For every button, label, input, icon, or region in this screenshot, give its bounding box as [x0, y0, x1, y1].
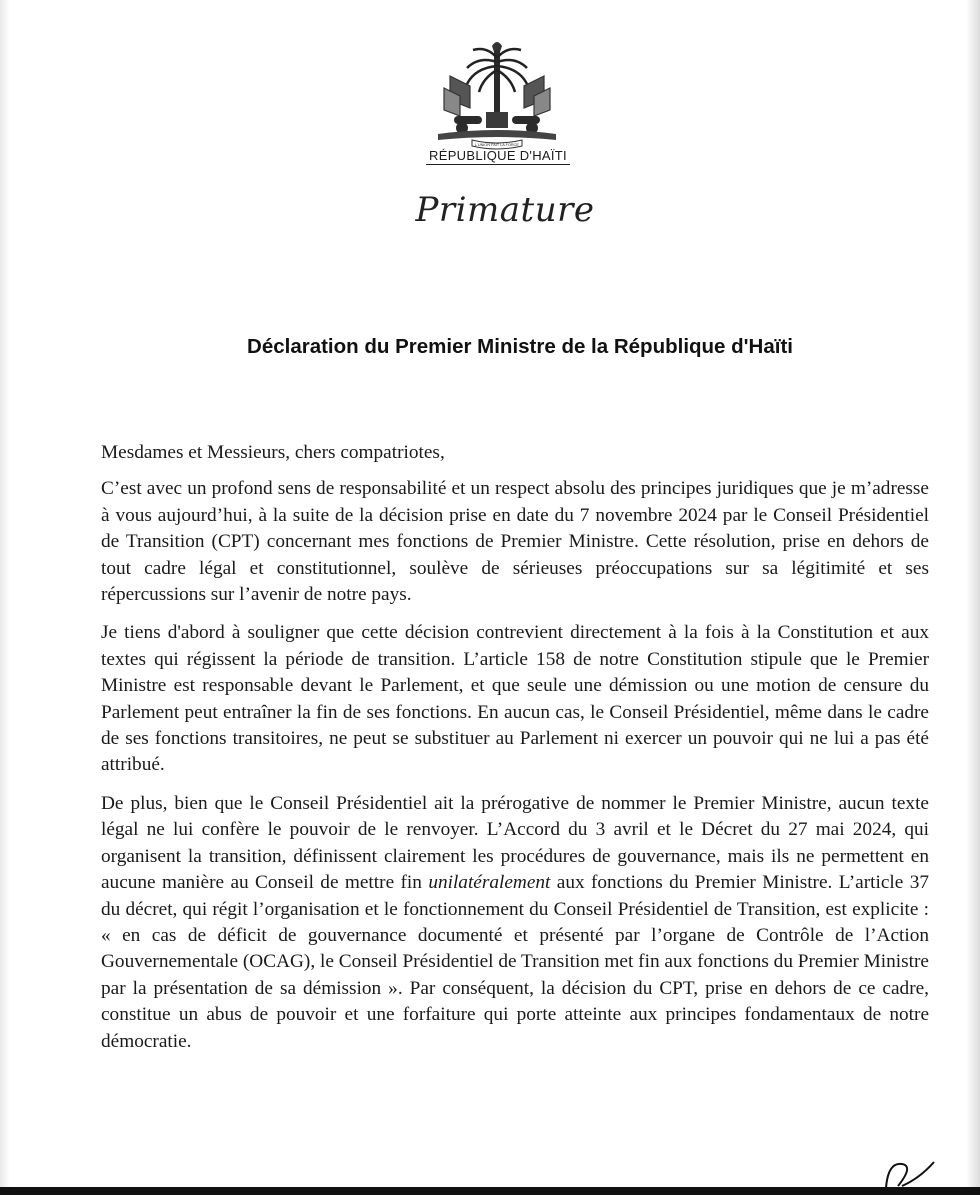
document-title: Déclaration du Premier Ministre de la République d'Haïti — [247, 335, 793, 358]
paragraph-3-part-2: aux fonctions du Premier Ministre. L’article 37 du décret, qui régit l’organisation et le fonctionnement du Conseil Présidentiel de Transition, est explicite : « en cas de déficit de gouvernance documenté et présenté par l’organe de Contrôle de l’Action Gouvernementale (OCAG), le Conseil Présidentiel de Transition met fin aux fonctions du Premier Ministre par la présentation de sa démission ». Par conséquent, la décision du CPT, prise en dehors de ce cadre, constitue un abus de pouvoir et une forfaiture qui porte atteinte aux principes fondamentaux de notre démocratie. — [101, 872, 929, 1052]
paragraph-1: C’est avec un profond sens de responsabilité et un respect absolu des principes juridiques que je m’adresse à vous aujourd’hui, à la suite de la décision prise en date du 7 novembre 2024 par le Conseil Présidentiel de Transition (CPT) concernant mes fonctions de Premier Ministre. Cette résolution, prise en dehors de tout cadre légal et constitutionnel, soulève de sérieuses préoccupations sur sa légitimité et ses répercussions sur l’avenir de notre pays. — [101, 478, 929, 606]
signature-stroke — [878, 1148, 938, 1192]
office-name: Primature — [415, 190, 595, 230]
greeting-paragraph: Mesdames et Messieurs, chers compatriotes, — [101, 442, 445, 463]
country-name: RÉPUBLIQUE D'HAÏTI — [426, 148, 570, 165]
page-edge-right — [966, 0, 980, 1195]
paragraph-2: Je tiens d'abord à souligner que cette décision contrevient directement à la fois à la Constitution et aux textes qui régissent la période de transition. L’article 158 de notre Constitution stipule que le Premier Ministre est responsable devant le Parlement, et que seule une démission ou une motion de censure du Parlement peut entraîner la fin de ses fonctions. En aucun cas, le Conseil Présidentiel, même dans le cadre de ses fonctions transitoires, ne peut se substituer au Parlement ni exercer un pouvoir qui ne lui a pas été attribué. — [101, 622, 929, 776]
paragraph-3-emphasis: unilatéralement — [428, 872, 551, 894]
emblem-motto: L'UNION FAIT LA FORCE — [475, 143, 519, 147]
bottom-edge-bar — [0, 1187, 980, 1195]
page-edge-left — [0, 0, 10, 1195]
paragraph-3-part-1: De plus, bien que le Conseil Présidentiel ait la prérogative de nommer le Premier Ministre, aucun texte légal ne lui confère le pouvoir de le renvoyer. L’Accord du 3 avril et le Décret du 27 mai 2024, qui organisent la transition, définissent clairement les procédures de gouvernance, mais ils ne permettent en aucune manière au Conseil de mettre fin — [101, 792, 929, 894]
document-body — [101, 440, 929, 1067]
paragraph-3 — [101, 791, 929, 1055]
coat-of-arms-emblem — [432, 36, 562, 156]
